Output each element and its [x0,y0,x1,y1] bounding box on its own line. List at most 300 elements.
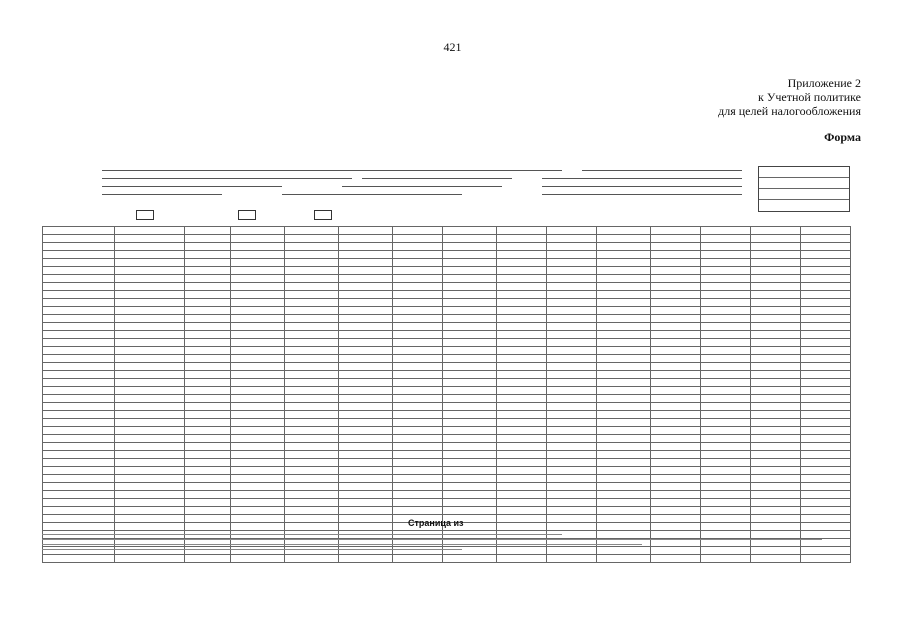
table-cell[interactable] [701,515,751,523]
table-cell[interactable] [701,251,751,259]
table-cell[interactable] [497,283,547,291]
table-cell[interactable] [701,419,751,427]
table-cell[interactable] [339,435,393,443]
table-cell[interactable] [393,467,443,475]
table-cell[interactable] [231,451,285,459]
table-cell[interactable] [393,555,443,563]
table-cell[interactable] [285,379,339,387]
table-cell[interactable] [801,427,851,435]
table-cell[interactable] [115,339,185,347]
table-cell[interactable] [497,371,547,379]
table-cell[interactable] [701,371,751,379]
table-cell[interactable] [801,363,851,371]
table-cell[interactable] [651,251,701,259]
table-cell[interactable] [115,291,185,299]
table-cell[interactable] [547,315,597,323]
table-cell[interactable] [231,227,285,235]
table-cell[interactable] [651,435,701,443]
table-cell[interactable] [751,403,801,411]
table-cell[interactable] [185,267,231,275]
table-cell[interactable] [547,467,597,475]
table-cell[interactable] [339,267,393,275]
table-cell[interactable] [443,371,497,379]
table-cell[interactable] [285,315,339,323]
table-cell[interactable] [497,259,547,267]
table-cell[interactable] [751,291,801,299]
table-cell[interactable] [43,403,115,411]
table-cell[interactable] [801,323,851,331]
table-cell[interactable] [801,307,851,315]
table-cell[interactable] [801,275,851,283]
table-cell[interactable] [43,443,115,451]
table-cell[interactable] [443,323,497,331]
table-cell[interactable] [497,491,547,499]
table-cell[interactable] [43,363,115,371]
table-cell[interactable] [597,459,651,467]
table-cell[interactable] [701,555,751,563]
table-cell[interactable] [185,379,231,387]
table-cell[interactable] [751,395,801,403]
table-cell[interactable] [185,323,231,331]
table-cell[interactable] [701,483,751,491]
table-cell[interactable] [115,467,185,475]
table-cell[interactable] [497,411,547,419]
table-cell[interactable] [597,363,651,371]
table-cell[interactable] [185,283,231,291]
table-cell[interactable] [651,387,701,395]
table-cell[interactable] [43,227,115,235]
table-cell[interactable] [701,363,751,371]
table-cell[interactable] [701,411,751,419]
table-cell[interactable] [285,419,339,427]
table-cell[interactable] [801,499,851,507]
table-cell[interactable] [115,355,185,363]
table-cell[interactable] [597,283,651,291]
table-cell[interactable] [43,235,115,243]
table-cell[interactable] [597,483,651,491]
table-cell[interactable] [393,403,443,411]
table-cell[interactable] [185,435,231,443]
table-cell[interactable] [339,483,393,491]
table-cell[interactable] [801,507,851,515]
table-cell[interactable] [751,475,801,483]
table-cell[interactable] [547,395,597,403]
table-cell[interactable] [393,387,443,395]
table-cell[interactable] [43,523,115,531]
table-cell[interactable] [285,395,339,403]
table-cell[interactable] [751,387,801,395]
table-cell[interactable] [285,475,339,483]
table-cell[interactable] [751,371,801,379]
table-cell[interactable] [115,315,185,323]
table-cell[interactable] [443,427,497,435]
table-cell[interactable] [231,403,285,411]
table-cell[interactable] [751,235,801,243]
table-cell[interactable] [185,315,231,323]
table-cell[interactable] [547,491,597,499]
table-cell[interactable] [185,443,231,451]
table-cell[interactable] [497,291,547,299]
table-cell[interactable] [547,555,597,563]
table-cell[interactable] [443,483,497,491]
table-cell[interactable] [443,267,497,275]
table-cell[interactable] [443,235,497,243]
table-cell[interactable] [185,347,231,355]
table-cell[interactable] [43,395,115,403]
table-cell[interactable] [701,267,751,275]
table-cell[interactable] [285,227,339,235]
table-cell[interactable] [701,347,751,355]
table-cell[interactable] [701,355,751,363]
table-cell[interactable] [115,243,185,251]
table-cell[interactable] [185,363,231,371]
table-cell[interactable] [443,451,497,459]
table-cell[interactable] [497,315,547,323]
table-cell[interactable] [115,379,185,387]
table-cell[interactable] [751,323,801,331]
table-cell[interactable] [285,451,339,459]
table-cell[interactable] [43,483,115,491]
table-cell[interactable] [339,387,393,395]
table-cell[interactable] [651,267,701,275]
table-cell[interactable] [801,459,851,467]
table-cell[interactable] [751,355,801,363]
table-cell[interactable] [443,331,497,339]
table-cell[interactable] [393,379,443,387]
table-cell[interactable] [115,371,185,379]
table-cell[interactable] [597,299,651,307]
table-cell[interactable] [497,427,547,435]
table-cell[interactable] [339,371,393,379]
table-cell[interactable] [547,507,597,515]
table-cell[interactable] [231,515,285,523]
table-cell[interactable] [393,251,443,259]
table-cell[interactable] [185,355,231,363]
table-cell[interactable] [651,283,701,291]
table-cell[interactable] [597,411,651,419]
table-cell[interactable] [597,315,651,323]
table-cell[interactable] [701,451,751,459]
table-cell[interactable] [651,443,701,451]
table-cell[interactable] [285,251,339,259]
table-cell[interactable] [285,555,339,563]
table-cell[interactable] [701,299,751,307]
table-cell[interactable] [701,443,751,451]
table-cell[interactable] [597,491,651,499]
table-cell[interactable] [497,475,547,483]
table-cell[interactable] [115,491,185,499]
table-cell[interactable] [231,267,285,275]
table-cell[interactable] [651,467,701,475]
table-cell[interactable] [231,339,285,347]
table-cell[interactable] [115,443,185,451]
table-cell[interactable] [43,515,115,523]
table-cell[interactable] [801,467,851,475]
table-cell[interactable] [443,339,497,347]
table-cell[interactable] [393,283,443,291]
table-cell[interactable] [339,491,393,499]
table-cell[interactable] [801,283,851,291]
table-cell[interactable] [393,235,443,243]
table-cell[interactable] [339,355,393,363]
table-cell[interactable] [231,347,285,355]
table-cell[interactable] [751,307,801,315]
table-cell[interactable] [185,251,231,259]
table-cell[interactable] [339,499,393,507]
table-cell[interactable] [701,307,751,315]
table-cell[interactable] [751,267,801,275]
table-cell[interactable] [801,331,851,339]
table-cell[interactable] [285,523,339,531]
table-cell[interactable] [185,475,231,483]
table-cell[interactable] [651,491,701,499]
table-cell[interactable] [285,491,339,499]
table-cell[interactable] [115,523,185,531]
table-cell[interactable] [547,371,597,379]
table-cell[interactable] [701,459,751,467]
table-cell[interactable] [751,299,801,307]
table-cell[interactable] [701,467,751,475]
table-cell[interactable] [339,523,393,531]
table-cell[interactable] [285,275,339,283]
table-cell[interactable] [185,491,231,499]
table-cell[interactable] [43,387,115,395]
table-cell[interactable] [285,427,339,435]
table-cell[interactable] [801,435,851,443]
table-cell[interactable] [651,339,701,347]
table-cell[interactable] [701,379,751,387]
table-cell[interactable] [651,451,701,459]
checkbox-2[interactable] [238,210,256,220]
table-cell[interactable] [443,411,497,419]
table-cell[interactable] [751,315,801,323]
table-cell[interactable] [285,435,339,443]
table-cell[interactable] [43,435,115,443]
table-cell[interactable] [443,307,497,315]
table-cell[interactable] [115,475,185,483]
table-cell[interactable] [547,259,597,267]
table-cell[interactable] [393,355,443,363]
table-cell[interactable] [339,451,393,459]
table-cell[interactable] [751,411,801,419]
table-cell[interactable] [651,243,701,251]
table-cell[interactable] [651,275,701,283]
table-cell[interactable] [443,299,497,307]
table-cell[interactable] [547,267,597,275]
table-cell[interactable] [285,235,339,243]
table-cell[interactable] [497,379,547,387]
table-cell[interactable] [339,251,393,259]
table-cell[interactable] [497,267,547,275]
table-cell[interactable] [701,507,751,515]
table-cell[interactable] [497,507,547,515]
table-cell[interactable] [597,451,651,459]
table-cell[interactable] [115,483,185,491]
table-cell[interactable] [115,267,185,275]
table-cell[interactable] [497,307,547,315]
table-cell[interactable] [547,299,597,307]
table-cell[interactable] [231,427,285,435]
table-cell[interactable] [285,339,339,347]
table-cell[interactable] [231,395,285,403]
table-cell[interactable] [547,339,597,347]
table-cell[interactable] [701,523,751,531]
table-cell[interactable] [651,411,701,419]
table-cell[interactable] [231,331,285,339]
table-cell[interactable] [285,299,339,307]
table-cell[interactable] [801,347,851,355]
table-cell[interactable] [339,419,393,427]
table-cell[interactable] [339,363,393,371]
table-cell[interactable] [751,347,801,355]
table-cell[interactable] [285,259,339,267]
table-cell[interactable] [701,395,751,403]
table-cell[interactable] [43,427,115,435]
table-cell[interactable] [701,475,751,483]
table-cell[interactable] [285,363,339,371]
table-cell[interactable] [801,339,851,347]
table-cell[interactable] [43,459,115,467]
table-cell[interactable] [547,251,597,259]
table-cell[interactable] [339,291,393,299]
table-cell[interactable] [115,323,185,331]
table-cell[interactable] [393,243,443,251]
table-cell[interactable] [115,499,185,507]
table-cell[interactable] [547,523,597,531]
table-cell[interactable] [43,379,115,387]
table-cell[interactable] [285,483,339,491]
table-cell[interactable] [43,283,115,291]
table-cell[interactable] [393,259,443,267]
table-cell[interactable] [339,555,393,563]
table-cell[interactable] [597,235,651,243]
table-cell[interactable] [231,291,285,299]
table-cell[interactable] [497,347,547,355]
table-cell[interactable] [43,411,115,419]
table-cell[interactable] [751,331,801,339]
table-cell[interactable] [115,259,185,267]
table-cell[interactable] [751,427,801,435]
table-cell[interactable] [393,347,443,355]
table-cell[interactable] [43,371,115,379]
table-cell[interactable] [43,259,115,267]
table-cell[interactable] [393,435,443,443]
table-cell[interactable] [651,363,701,371]
table-cell[interactable] [547,363,597,371]
table-cell[interactable] [651,355,701,363]
table-cell[interactable] [339,243,393,251]
table-cell[interactable] [339,307,393,315]
table-cell[interactable] [285,467,339,475]
table-cell[interactable] [651,227,701,235]
table-cell[interactable] [443,491,497,499]
table-cell[interactable] [597,435,651,443]
table-cell[interactable] [43,251,115,259]
table-cell[interactable] [547,451,597,459]
table-cell[interactable] [751,491,801,499]
table-cell[interactable] [547,227,597,235]
table-cell[interactable] [701,403,751,411]
table-cell[interactable] [701,323,751,331]
table-cell[interactable] [801,483,851,491]
table-cell[interactable] [393,315,443,323]
table-cell[interactable] [497,451,547,459]
table-cell[interactable] [547,411,597,419]
table-cell[interactable] [115,227,185,235]
table-cell[interactable] [231,419,285,427]
table-cell[interactable] [115,331,185,339]
table-cell[interactable] [443,363,497,371]
table-cell[interactable] [231,355,285,363]
table-cell[interactable] [701,427,751,435]
table-cell[interactable] [597,227,651,235]
table-cell[interactable] [801,475,851,483]
table-cell[interactable] [43,475,115,483]
table-cell[interactable] [497,235,547,243]
table-cell[interactable] [751,419,801,427]
table-cell[interactable] [285,459,339,467]
table-cell[interactable] [393,427,443,435]
table-cell[interactable] [339,323,393,331]
table-cell[interactable] [339,331,393,339]
table-cell[interactable] [115,275,185,283]
table-cell[interactable] [701,227,751,235]
table-cell[interactable] [751,467,801,475]
table-cell[interactable] [285,403,339,411]
table-cell[interactable] [231,411,285,419]
table-cell[interactable] [597,467,651,475]
table-cell[interactable] [801,267,851,275]
table-cell[interactable] [339,235,393,243]
table-cell[interactable] [801,379,851,387]
table-cell[interactable] [115,387,185,395]
table-cell[interactable] [115,515,185,523]
table-cell[interactable] [651,483,701,491]
table-cell[interactable] [185,419,231,427]
table-cell[interactable] [185,403,231,411]
table-cell[interactable] [497,339,547,347]
table-cell[interactable] [701,499,751,507]
table-cell[interactable] [43,323,115,331]
table-cell[interactable] [497,387,547,395]
table-cell[interactable] [547,499,597,507]
table-cell[interactable] [443,459,497,467]
table-cell[interactable] [115,363,185,371]
table-cell[interactable] [231,371,285,379]
table-cell[interactable] [185,227,231,235]
table-cell[interactable] [651,555,701,563]
table-cell[interactable] [651,419,701,427]
table-cell[interactable] [339,283,393,291]
table-cell[interactable] [701,291,751,299]
table-cell[interactable] [651,299,701,307]
table-cell[interactable] [339,379,393,387]
table-cell[interactable] [801,251,851,259]
table-cell[interactable] [185,467,231,475]
table-cell[interactable] [443,347,497,355]
table-cell[interactable] [597,275,651,283]
table-cell[interactable] [651,379,701,387]
table-cell[interactable] [651,515,701,523]
table-cell[interactable] [43,307,115,315]
table-cell[interactable] [497,331,547,339]
table-cell[interactable] [115,235,185,243]
table-cell[interactable] [751,283,801,291]
table-cell[interactable] [651,331,701,339]
table-cell[interactable] [751,259,801,267]
table-cell[interactable] [393,275,443,283]
table-cell[interactable] [801,299,851,307]
